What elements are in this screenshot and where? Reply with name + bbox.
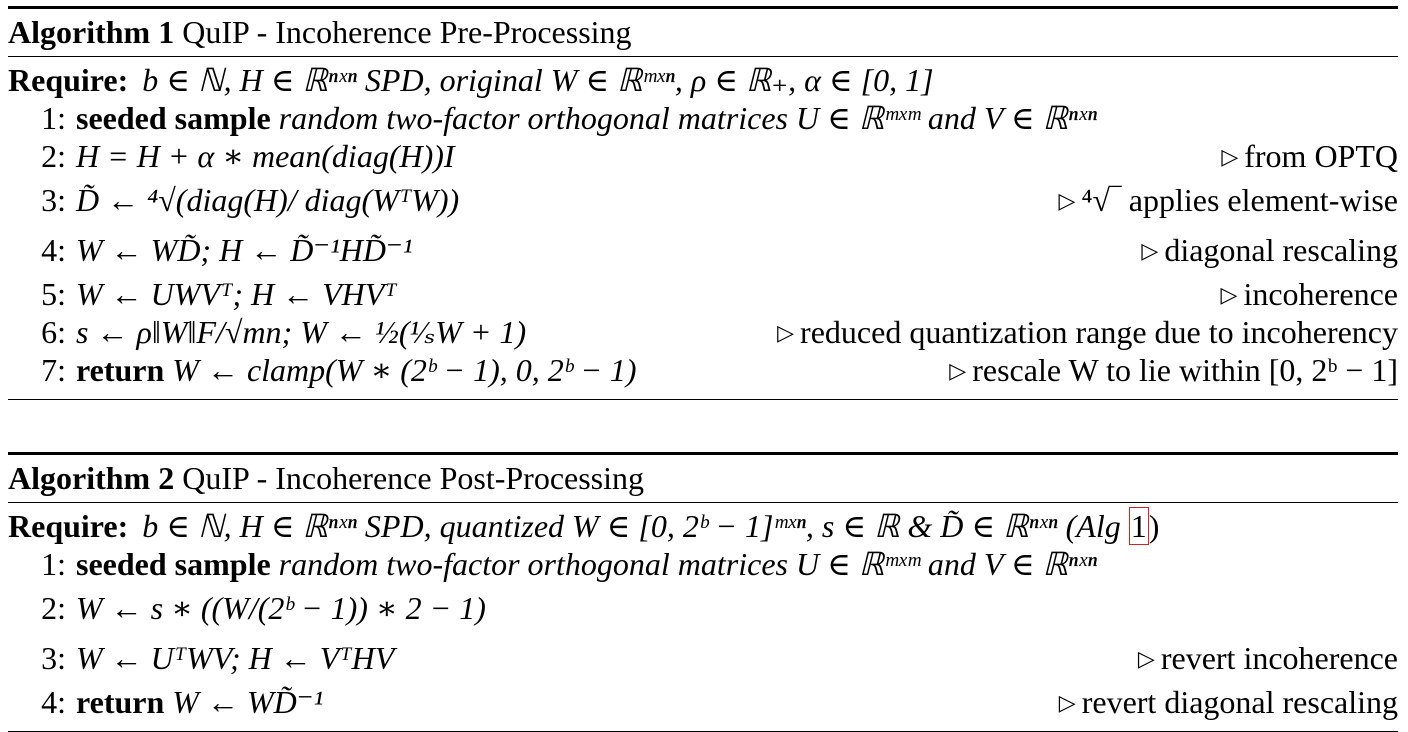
- step-number: 1:: [41, 546, 66, 582]
- comment-text: incoherence: [1243, 276, 1398, 312]
- algorithm-2-body: [8, 503, 1398, 731]
- step-statement: s ← ρ‖W‖F/√mn; W ← ½(¹⁄ₛW + 1): [76, 314, 527, 350]
- step-line: [8, 633, 1398, 683]
- step-number: 2:: [41, 138, 66, 174]
- algorithm-1-body: [8, 57, 1398, 399]
- algorithm-2-steps: [8, 545, 1398, 721]
- require-line: [8, 61, 1398, 99]
- comment-triangle-icon: ▷: [1220, 282, 1238, 307]
- step-statement: W ← s ∗ ((W/(2ᵇ − 1)) ∗ 2 − 1): [76, 590, 486, 626]
- step-line: [8, 583, 1398, 633]
- comment-triangle-icon: ▷: [1141, 238, 1159, 263]
- step-comment: [1138, 633, 1398, 684]
- step-line: [8, 545, 1398, 583]
- step-number: 7:: [41, 352, 66, 388]
- step-comment: [1221, 137, 1398, 176]
- step-comment: [1058, 175, 1398, 226]
- step-line: [8, 313, 1398, 351]
- step-number: 6:: [41, 314, 66, 350]
- step-number: 2:: [41, 590, 66, 626]
- comment-text: rescale W to lie within [0, 2ᵇ − 1]: [972, 352, 1398, 388]
- step-statement: D̃ ← ⁴√(diag(H)/ diag(WᵀW)): [76, 182, 460, 218]
- bottom-rule: [8, 399, 1398, 400]
- step-keyword: seeded sample: [76, 100, 271, 136]
- step-comment: [777, 313, 1398, 352]
- step-number: 4:: [41, 684, 66, 720]
- step-keyword: seeded sample: [76, 546, 271, 582]
- step-comment: [949, 351, 1398, 390]
- comment-triangle-icon: ▷: [949, 358, 967, 383]
- step-number: 1:: [41, 100, 66, 136]
- step-statement: random two-factor orthogonal matrices U ∈ ℝᵐˣᵐ and V ∈ ℝⁿˣⁿ: [278, 100, 1098, 136]
- algorithm-2-block: [8, 452, 1398, 732]
- step-keyword: return: [76, 352, 165, 388]
- comment-triangle-icon: ▷: [777, 320, 795, 345]
- step-number: 3:: [41, 182, 66, 218]
- step-statement: W ← UᵀWV; H ← VᵀHV: [76, 640, 395, 676]
- step-comment: [1141, 225, 1398, 276]
- step-statement: W ← clamp(W ∗ (2ᵇ − 1), 0, 2ᵇ − 1): [172, 352, 637, 388]
- require-text: b ∈ ℕ, H ∈ ℝⁿˣⁿ SPD, original W ∈ ℝᵐˣⁿ, ρ ∈ ℝ₊, α ∈ [0, 1]: [142, 62, 934, 98]
- algorithm-2-caption: [8, 455, 1398, 502]
- algorithm-1-steps: [8, 99, 1398, 389]
- caption-label: Algorithm 2: [8, 460, 175, 496]
- comment-triangle-icon: ▷: [1058, 188, 1076, 213]
- require-line: [8, 507, 1398, 545]
- step-line: [8, 275, 1398, 313]
- comment-triangle-icon: ▷: [1058, 690, 1076, 715]
- caption-title: QuIP - Incoherence Post-Processing: [182, 460, 645, 496]
- algorithm-1-block: [8, 6, 1398, 400]
- comment-text: revert incoherence: [1160, 640, 1398, 676]
- comment-text: diagonal rescaling: [1164, 232, 1398, 268]
- step-number: 4:: [41, 232, 66, 268]
- step-comment: [1059, 683, 1398, 722]
- step-comment: [1221, 275, 1398, 314]
- step-line: [8, 351, 1398, 389]
- require-label: Require:: [8, 62, 129, 98]
- step-number: 3:: [41, 640, 66, 676]
- step-keyword: return: [76, 684, 165, 720]
- step-statement: W ← WD̃; H ← D̃⁻¹HD̃⁻¹: [76, 232, 413, 268]
- step-line: [8, 225, 1398, 275]
- caption-title: QuIP - Incoherence Pre-Processing: [182, 14, 632, 50]
- step-line: [8, 99, 1398, 137]
- require-tail: ): [1148, 508, 1160, 544]
- step-statement: H = H + α ∗ mean(diag(H))I: [76, 138, 455, 174]
- step-line: [8, 175, 1398, 225]
- step-line: [8, 683, 1398, 721]
- require-label: Require:: [8, 508, 129, 544]
- comment-triangle-icon: ▷: [1137, 646, 1155, 671]
- comment-triangle-icon: ▷: [1221, 144, 1239, 169]
- require-text: b ∈ ℕ, H ∈ ℝⁿˣⁿ SPD, quantized W ∈ [0, 2ᵇ − 1]ᵐˣⁿ, s ∈ ℝ & D̃ ∈ ℝⁿˣⁿ (Alg: [142, 508, 1129, 544]
- step-statement: W ← WD̃⁻¹: [172, 684, 324, 720]
- algorithm-1-caption: [8, 9, 1398, 56]
- caption-label: Algorithm 1: [8, 14, 175, 50]
- step-line: [8, 137, 1398, 175]
- comment-text: from OPTQ: [1244, 138, 1398, 174]
- comment-text: revert diagonal rescaling: [1081, 684, 1398, 720]
- step-statement: random two-factor orthogonal matrices U ∈ ℝᵐˣᵐ and V ∈ ℝⁿˣⁿ: [278, 546, 1098, 582]
- step-statement: W ← UWVᵀ; H ← VHVᵀ: [76, 276, 397, 312]
- algorithm-reference-link[interactable]: 1: [1130, 508, 1147, 544]
- comment-text: ⁴√‾ applies element-wise: [1081, 182, 1398, 218]
- comment-text: reduced quantization range due to incoherency: [800, 314, 1398, 350]
- step-number: 5:: [41, 276, 66, 312]
